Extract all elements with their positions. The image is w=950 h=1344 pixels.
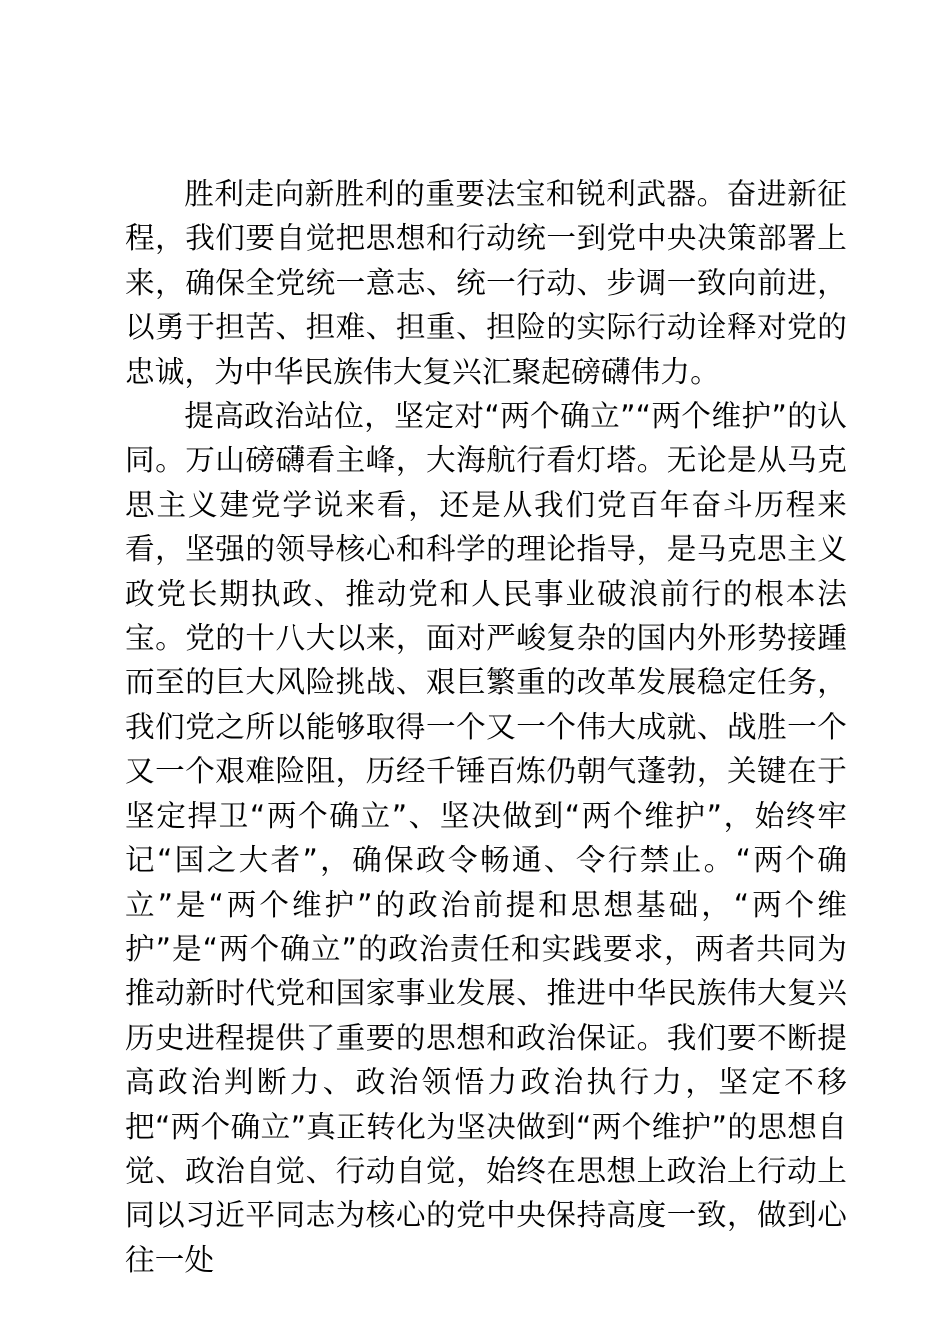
body-paragraph-1: 胜利走向新胜利的重要法宝和锐利武器。奋进新征程，我们要自觉把思想和行动统一到党中央决策部署上来，确保全党统一意志、统一行动、步调一致向前进，以勇于担苦、担难、担重、担险的实际行动诠释对党的忠诚，为中华民族伟大复兴汇聚起磅礴伟力。 <box>125 177 847 389</box>
document-text-column <box>125 172 847 1282</box>
body-paragraph-2: 提高政治站位，坚定对“两个确立”“两个维护”的认同。万山磅礴看主峰，大海航行看灯塔。无论是从马克思主义建党学说来看，还是从我们党百年奋斗历程来看，坚强的领导核心和科学的理论指导，是马克思主义政党长期执政、推动党和人民事业破浪前行的根本法宝。党的十八大以来，面对严峻复杂的国内外形势接踵而至的巨大风险挑战、艰巨繁重的改革发展稳定任务，我们党之所以能够取得一个又一个伟大成就、战胜一个又一个艰难险阻，历经千锤百炼仍朝气蓬勃，关键在于坚定捍卫“两个确立”、坚决做到“两个维护”，始终牢记“国之大者”，确保政令畅通、令行禁止。“两个确立”是“两个维护”的政治前提和思想基础，“两个维护”是“两个确立”的政治责任和实践要求，两者共同为推动新时代党和国家事业发展、推进中华民族伟大复兴历史进程提供了重要的思想和政治保证。我们要不断提高政治判断力、政治领悟力政治执行力，坚定不移把“两个确立”真正转化为坚决做到“两个维护”的思想自觉、政治自觉、行动自觉，始终在思想上政治上行动上同以习近平同志为核心的党中央保持高度一致，做到心往一处 <box>125 399 847 1277</box>
